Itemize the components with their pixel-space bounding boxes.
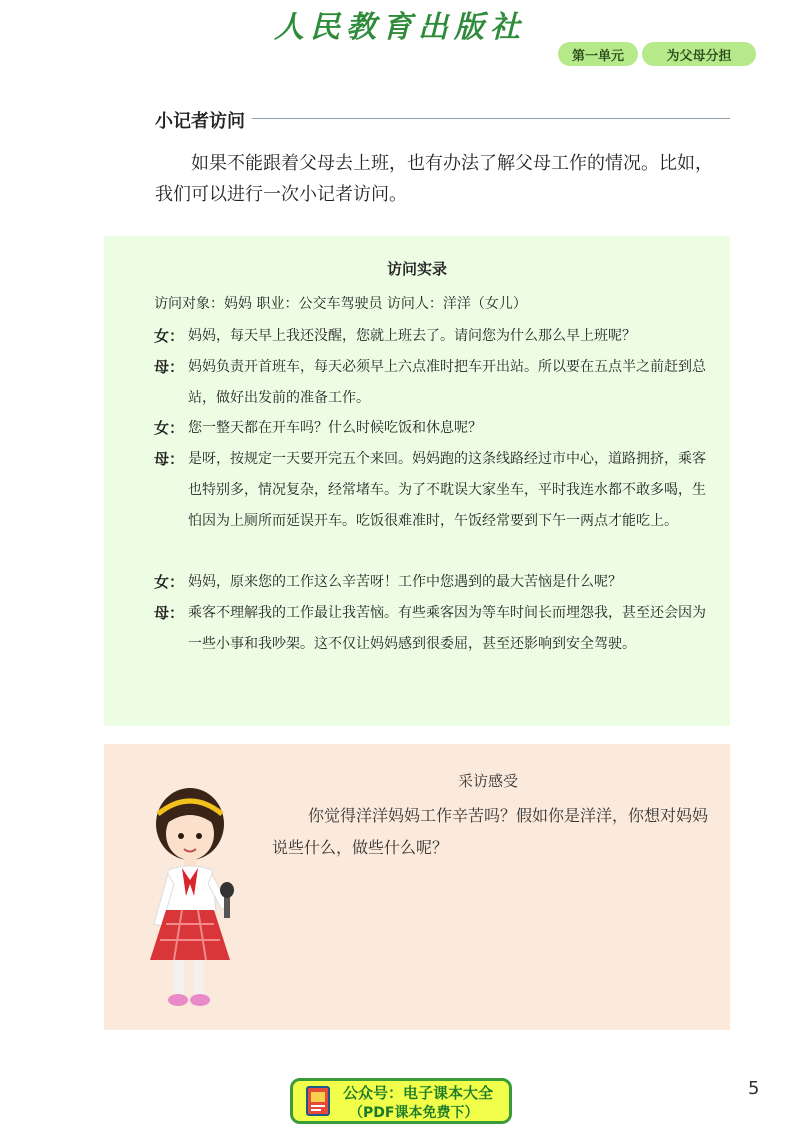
promo-banner — [290, 1078, 512, 1124]
dialog-speaker: 母： — [154, 450, 185, 468]
feeling-title: 采访感受 — [458, 772, 519, 790]
dialog-text: 妈妈，每天早上我还没醒，您就上班去了。请问您为什么那么早上班呢？ — [188, 328, 636, 344]
interview-record-box — [104, 236, 730, 726]
feeling-question: 你觉得洋洋妈妈工作辛苦吗？假如你是洋洋，你想对妈妈说些什么，做些什么呢？ — [272, 806, 709, 857]
dialog-line — [154, 444, 714, 537]
record-title: 访问实录 — [386, 260, 447, 278]
textbook-icon — [301, 1084, 337, 1120]
dialog-text: 乘客不理解我的工作最让我苦恼。有些乘客因为等车时间长而埋怨我，甚至还会因为一些小事和我吵架。这不仅让妈妈感到很委屈，甚至还影响到安全驾驶。 — [188, 605, 706, 652]
dialog-text: 妈妈负责开首班车，每天必须早上六点准时把车开出站。所以要在五点半之前赶到总站，做好出发前的准备工作。 — [188, 359, 706, 406]
interview-feeling-box — [104, 744, 730, 1030]
dialog-speaker: 女： — [154, 419, 185, 437]
dialog-line — [154, 567, 714, 598]
dialog-line — [154, 321, 714, 352]
record-meta: 访问对象：妈妈 职业：公交车驾驶员 访问人：洋洋（女儿） — [154, 296, 527, 312]
dialog-line — [154, 413, 714, 444]
section-title: 小记者访问 — [155, 111, 245, 132]
dialog-speaker: 母： — [154, 358, 185, 376]
topic-tab: 为父母分担 — [642, 42, 756, 66]
page-number: 5 — [748, 1078, 760, 1099]
unit-tab: 第一单元 — [558, 42, 638, 66]
section-divider — [252, 118, 730, 119]
dialog-speaker: 女： — [154, 573, 185, 591]
dialog-line — [154, 352, 714, 414]
publisher-logo: 人民教育出版社 — [274, 10, 526, 45]
dialog-speaker: 女： — [154, 327, 185, 345]
dialog-text: 您一整天都在开车吗？什么时候吃饭和休息呢？ — [188, 420, 482, 436]
banner-line-1: 公众号：电子课本大全 — [343, 1084, 494, 1102]
girl-reporter-illustration — [132, 784, 252, 1014]
dialog-text: 妈妈，原来您的工作这么辛苦呀！工作中您遇到的最大苦恼是什么呢？ — [188, 574, 622, 590]
intro-paragraph: 如果不能跟着父母去上班，也有办法了解父母工作的情况。比如，我们可以进行一次小记者访问。 — [155, 153, 713, 205]
dialog-text: 是呀，按规定一天要开完五个来回。妈妈跑的这条线路经过市中心，道路拥挤，乘客也特别多，情况复杂，经常堵车。为了不耽误大家坐车，平时我连水都不敢多喝，生怕因为上厕所而延误开车。吃饭很难准时，午饭经常要到下午一两点才能吃上。 — [188, 451, 706, 529]
dialog-speaker: 母： — [154, 604, 185, 622]
dialog-line — [154, 598, 714, 660]
banner-line-2: （PDF课本免费下） — [349, 1105, 479, 1121]
